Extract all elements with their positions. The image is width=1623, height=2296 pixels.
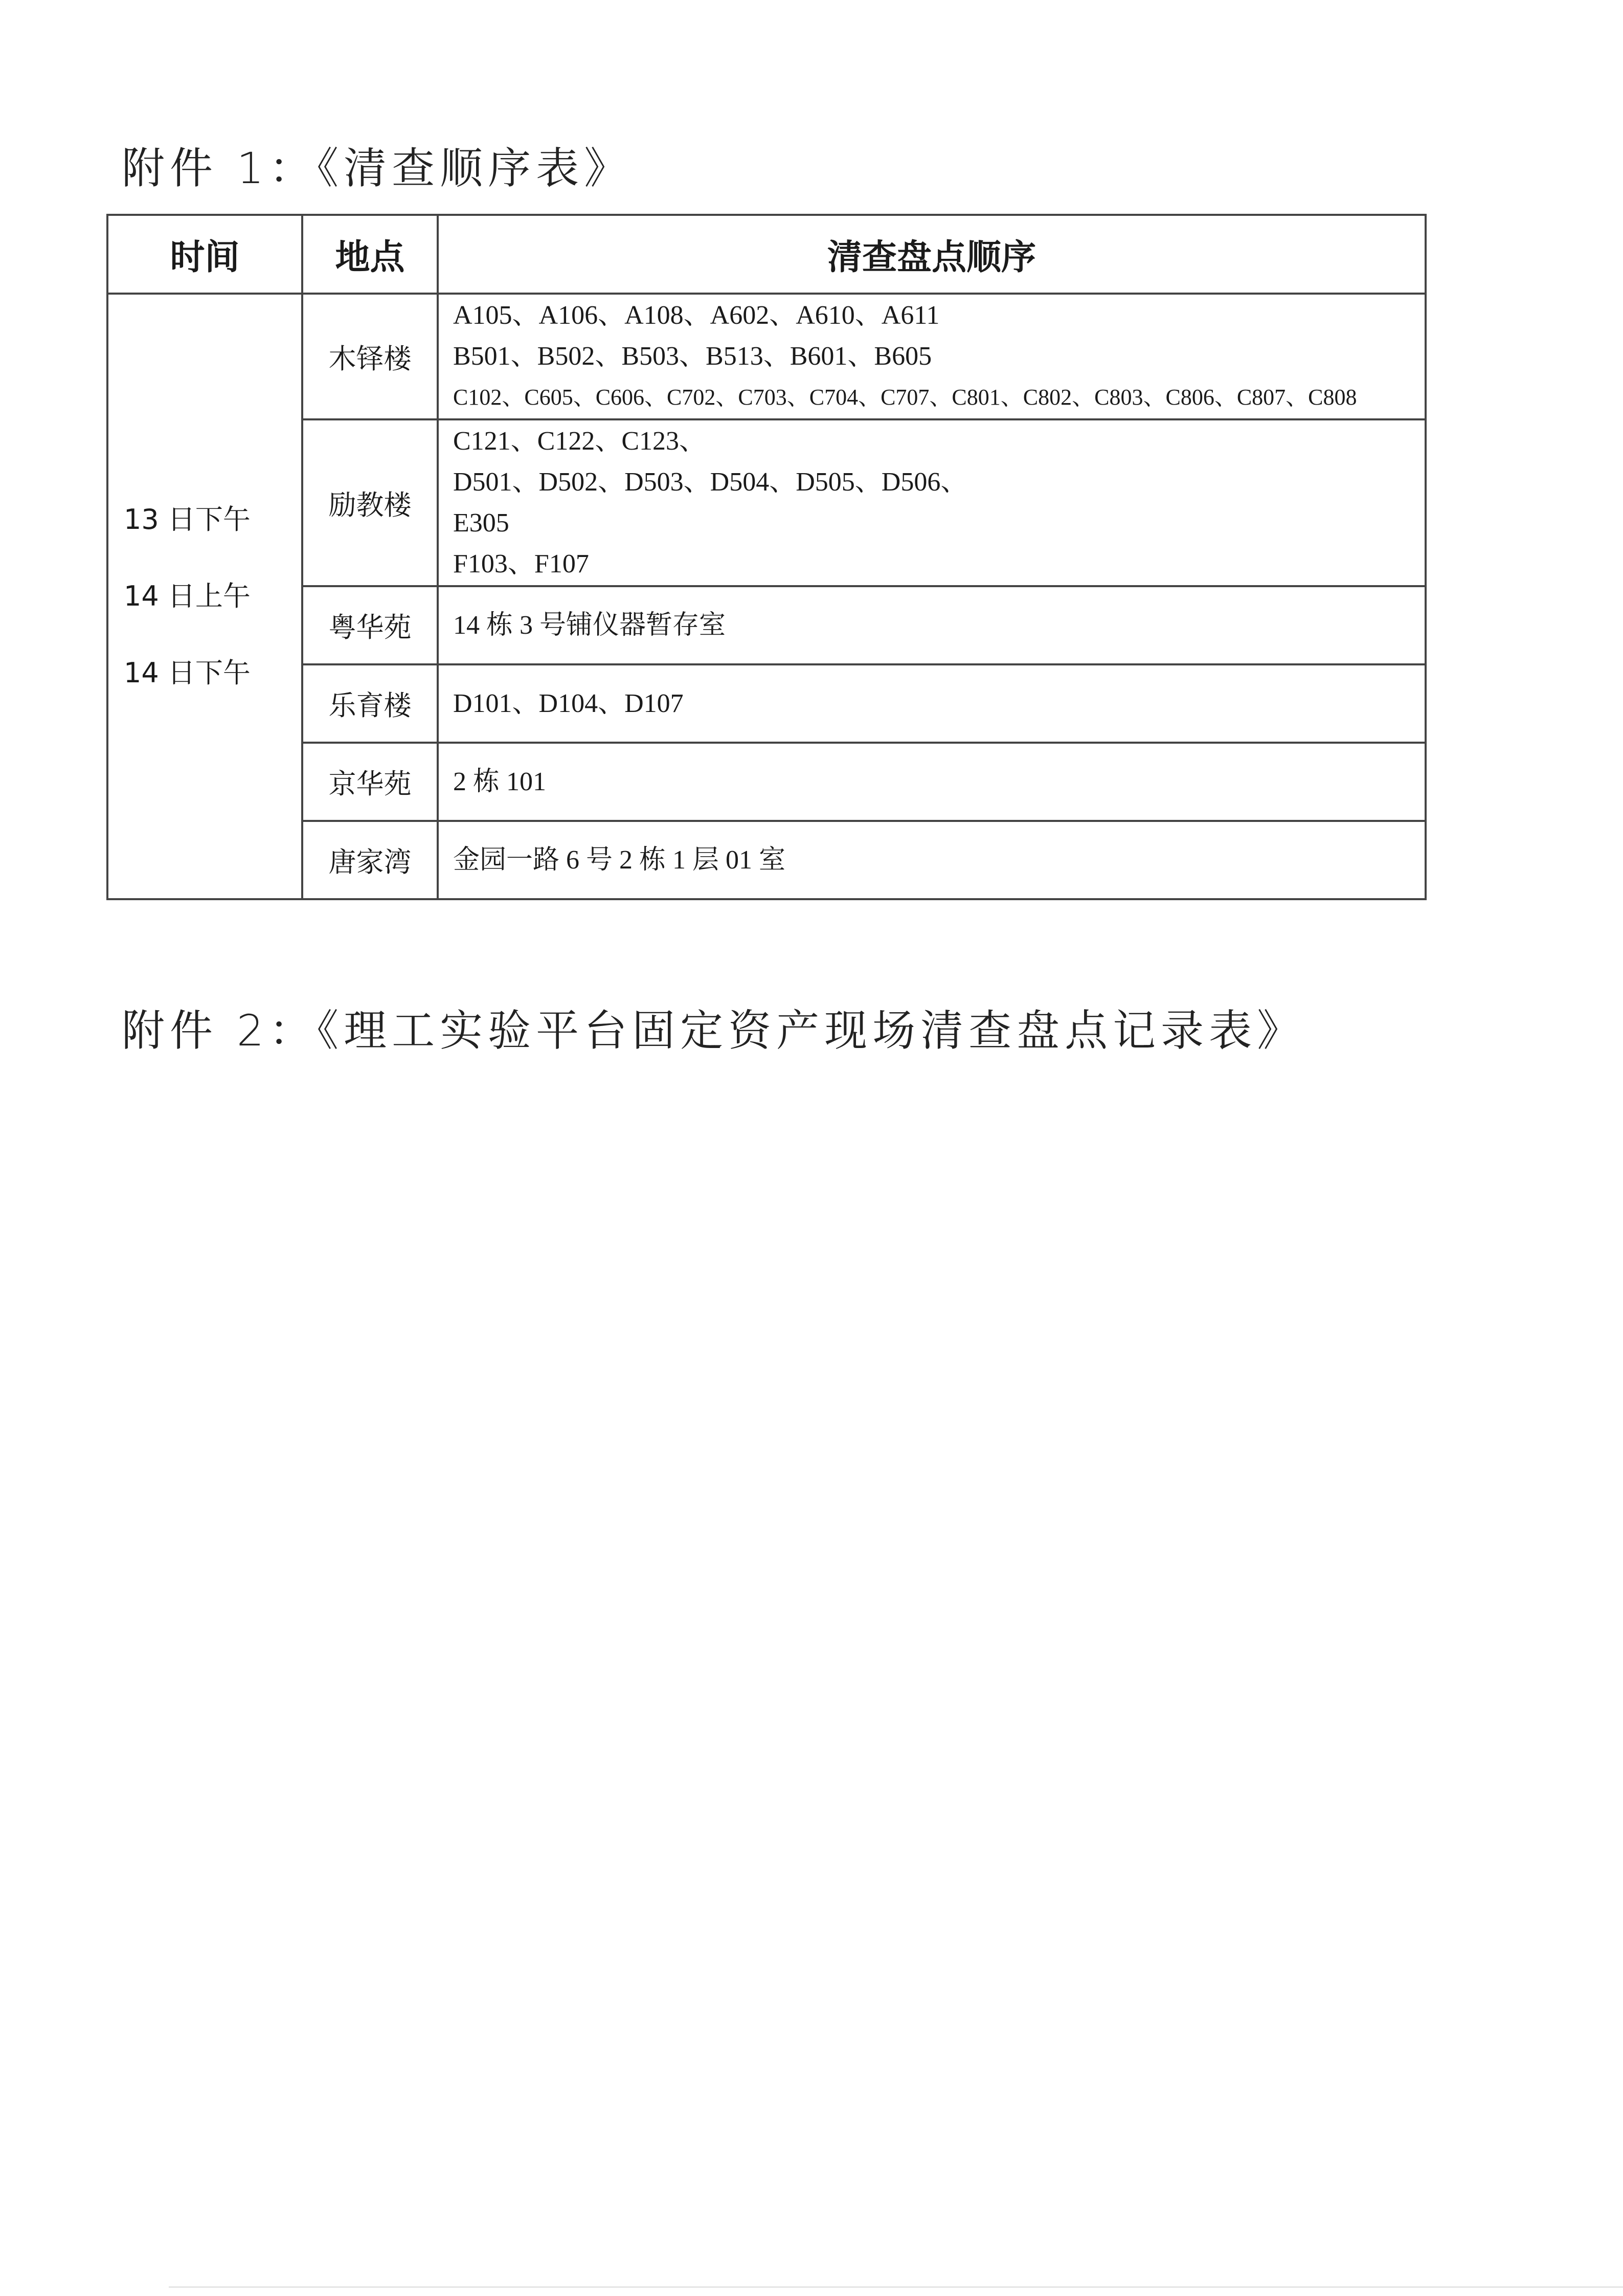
table-row — [107, 664, 1426, 743]
location-cell: 唐家湾 — [302, 821, 438, 899]
table-row — [107, 419, 1426, 586]
room-list: C121、C122、C123、 — [453, 427, 706, 456]
table-row — [107, 821, 1426, 899]
room-list: D501、D502、D503、D504、D505、D506、 — [453, 467, 967, 497]
header-location: 地点 — [302, 215, 438, 294]
location-cell: 木铎楼 — [302, 294, 438, 419]
time-label: 13 日下午 — [124, 503, 251, 536]
room-list: 14 栋 3 号铺仪器暂存室 — [453, 610, 726, 640]
location-cell: 励教楼 — [302, 419, 438, 586]
table-row — [107, 743, 1426, 821]
location-cell: 粤华苑 — [302, 586, 438, 664]
order-cell — [438, 586, 1426, 664]
attachment-2-title: 附件 2：《理工实验平台固定资产现场清查盘点记录表》 — [122, 1006, 1305, 1056]
time-cell — [107, 294, 302, 899]
room-list: C102、C605、C606、C702、C703、C704、C707、C801、C802、C803、C806、C807、C808 — [453, 385, 1357, 410]
order-cell — [438, 664, 1426, 743]
table-row — [107, 586, 1426, 664]
order-cell — [438, 294, 1426, 419]
room-list: 2 栋 101 — [453, 767, 547, 796]
attachment-1-title: 附件 1：《清查顺序表》 — [122, 143, 633, 193]
room-list: 金园一路 6 号 2 栋 1 层 01 室 — [453, 845, 786, 875]
inspection-order-table — [106, 214, 1427, 900]
time-label: 14 日下午 — [124, 657, 251, 689]
room-list: D101、D104、D107 — [453, 688, 684, 718]
order-cell — [438, 743, 1426, 821]
header-order: 清查盘点顺序 — [438, 215, 1426, 294]
header-time: 时间 — [107, 215, 302, 294]
order-cell — [438, 419, 1426, 586]
location-cell: 乐育楼 — [302, 664, 438, 743]
time-label: 14 日上午 — [124, 580, 251, 612]
room-list: B501、B502、B503、B513、B601、B605 — [453, 342, 932, 371]
location-cell: 京华苑 — [302, 743, 438, 821]
room-list: F103、F107 — [453, 549, 589, 578]
table-row — [107, 294, 1426, 419]
order-cell — [438, 821, 1426, 899]
table-header-row — [107, 215, 1426, 294]
room-list: E305 — [453, 508, 509, 538]
room-list: A105、A106、A108、A602、A610、A611 — [453, 301, 940, 330]
page-edge-line — [169, 2286, 1623, 2288]
